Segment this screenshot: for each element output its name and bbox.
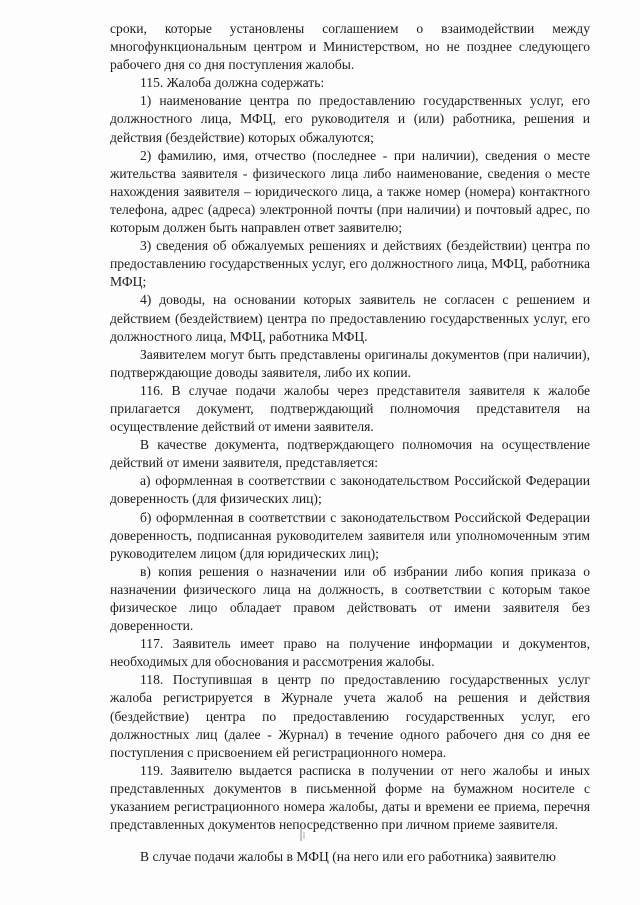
paragraph-authority-document: В качестве документа, подтверждающего полномочия на осуществление действий от имени заявителя, представляется: bbox=[110, 437, 590, 471]
paragraph-authority-a: а) оформленная в соответствии с законодательством Российской Федерации доверенность (для физических лиц); bbox=[110, 473, 590, 507]
paragraph-116: 116. В случае подачи жалобы через представителя заявителя к жалобе прилагается документ, подтверждающий полномочия представителя на осуществление действий от имени заявителя. bbox=[110, 382, 590, 435]
document-body bbox=[110, 20, 590, 866]
paragraph-118: 118. Поступившая в центр по предоставлению государственных услуг жалоба регистрируется в Журнале учета жалоб на решения и действия (бездействие) центра по предоставлению государственных услуг, его должностных лиц (далее - Журнал) в течение одного рабочего дня со дня ее поступления с присвоением ей регистрационного номера. bbox=[110, 672, 590, 760]
paragraph-115-item-4: 4) доводы, на основании которых заявитель не согласен с решением и действием (бездействием) центра по предоставлению государственных услуг, его должностного лица, МФЦ, работника МФЦ. bbox=[110, 292, 590, 344]
paragraph-originals: Заявителем могут быть представлены оригиналы документов (при наличии), подтверждающие доводы заявителя, либо их копии. bbox=[110, 346, 590, 380]
paragraph-authority-v: в) копия решения о назначении или об избрании либо копия приказа о назначении физического лица на должность, в соответствии с которым такое физическое лицо обладает правом действовать от имени заявителя без доверенности. bbox=[110, 563, 590, 634]
paragraph-mfc-submission: В случае подачи жалобы в МФЦ (на него или его работника) заявителю bbox=[140, 849, 556, 865]
scan-mark-icon bbox=[295, 828, 309, 842]
paragraph-115-item-2: 2) фамилию, имя, отчество (последнее - при наличии), сведения о месте жительства заявителя - физического лица либо наименование, сведения о месте нахождения заявителя – юридического лица, а также номер (номера) контактного телефона, адрес (адреса) электронной почты (при наличии) и почтовый адрес, по которым должен быть направлен ответ заявителю; bbox=[110, 147, 590, 236]
paragraph-deadline-continuation: сроки, которые установлены соглашением о взаимодействии между многофункциональным центром и Министерством, но не позднее следующего рабочего дня со дня поступления жалобы. bbox=[110, 21, 590, 73]
paragraph-115: 115. Жалоба должна содержать: bbox=[140, 75, 325, 91]
paragraph-119: 119. Заявителю выдается расписка в получении от него жалобы и иных представленных документов в письменной форме на бумажном носителе с указанием регистрационного номера жалобы, даты и времени ее приема, перечня представленных документов непосредственно при личном приеме заявителя. bbox=[110, 762, 590, 833]
paragraph-authority-b: б) оформленная в соответствии с законодательством Российской Федерации доверенность, подписанная руководителем заявителя или уполномоченным этим руководителем лицом (для юридических лиц); bbox=[110, 509, 590, 561]
paragraph-115-item-1: 1) наименование центра по предоставлению государственных услуг, его должностного лица, МФЦ, его руководителя и (или) работника, решения и действия (бездействие) которых обжалуются; bbox=[110, 93, 590, 145]
paragraph-117: 117. Заявитель имеет право на получение информации и документов, необходимых для обоснования и рассмотрения жалобы. bbox=[110, 636, 590, 670]
paragraph-115-item-3: 3) сведения об обжалуемых решениях и действиях (бездействии) центра по предоставлению государственных услуг, его должностного лица, МФЦ, работника МФЦ; bbox=[110, 238, 590, 290]
